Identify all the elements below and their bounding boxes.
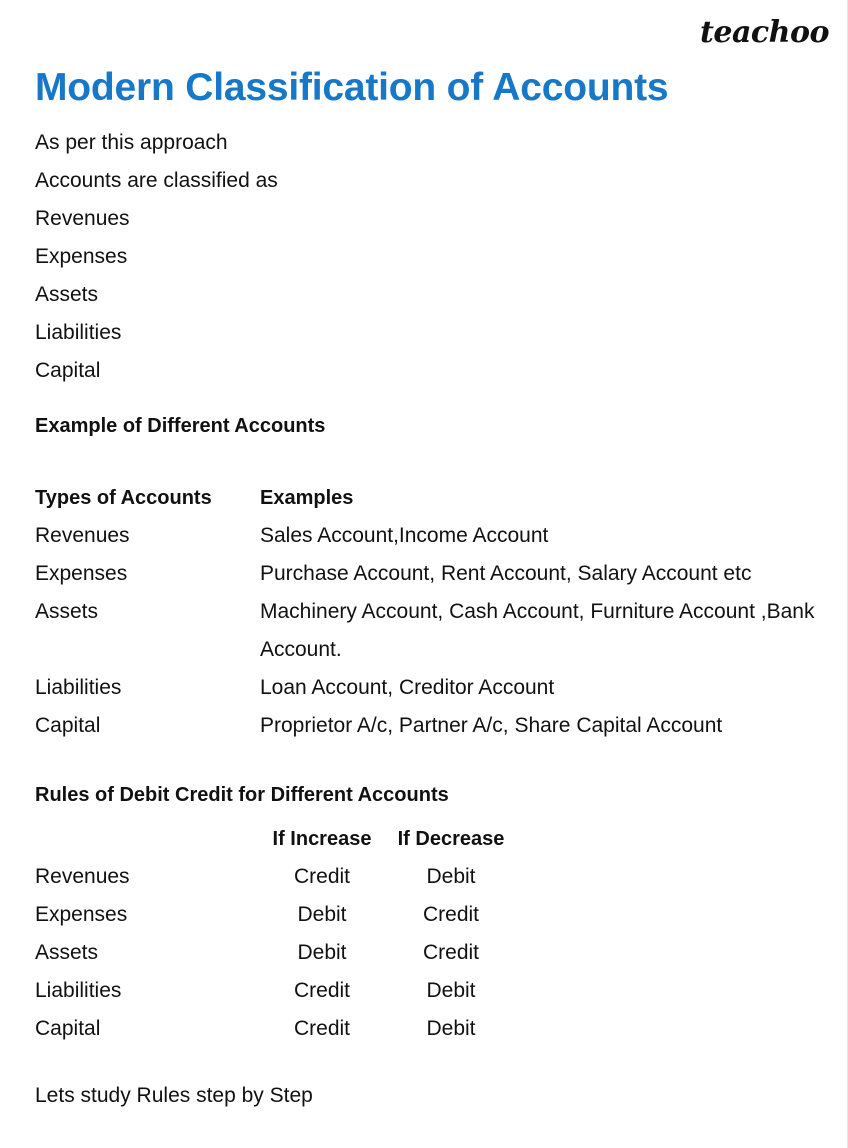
- table-row: [35, 555, 835, 593]
- intro-line: Expenses: [35, 245, 128, 268]
- cell-account-type: Capital: [35, 1017, 101, 1040]
- cell-if-decrease: Debit: [426, 865, 476, 888]
- table-row: [35, 934, 516, 972]
- column-header-blank: [35, 820, 258, 858]
- column-header-if-increase: If Increase: [272, 828, 372, 850]
- rules-table: [35, 820, 516, 1048]
- footer-note: Lets study Rules step by Step: [35, 1084, 313, 1107]
- cell-if-increase: Credit: [293, 979, 351, 1002]
- cell-account-examples: Sales Account,Income Account: [260, 524, 549, 547]
- cell-if-decrease: Credit: [422, 941, 480, 964]
- cell-account-examples: Loan Account, Creditor Account: [260, 676, 555, 699]
- column-header-examples: Examples: [260, 487, 354, 509]
- cell-account-type: Expenses: [35, 562, 128, 585]
- page-title: Modern Classification of Accounts: [35, 66, 669, 110]
- intro-list: [35, 124, 278, 390]
- table-row: [35, 896, 516, 934]
- cell-account-examples: Purchase Account, Rent Account, Salary Account etc: [260, 562, 752, 585]
- intro-line: Liabilities: [35, 321, 122, 344]
- table-row: [35, 972, 516, 1010]
- examples-table: [35, 479, 835, 745]
- cell-if-decrease: Debit: [426, 1017, 476, 1040]
- table-row: [35, 707, 835, 745]
- column-header-if-decrease: If Decrease: [397, 828, 505, 850]
- cell-if-decrease: Credit: [422, 903, 480, 926]
- cell-account-type: Assets: [35, 600, 99, 623]
- cell-account-type: Capital: [35, 714, 101, 737]
- cell-account-type: Assets: [35, 941, 99, 964]
- table-row: [35, 858, 516, 896]
- cell-if-increase: Credit: [293, 865, 351, 888]
- cell-if-decrease: Debit: [426, 979, 476, 1002]
- table-header-row: [35, 479, 835, 517]
- examples-section-heading: Example of Different Accounts: [35, 415, 326, 437]
- cell-if-increase: Debit: [297, 941, 347, 964]
- table-header-row: [35, 820, 516, 858]
- table-row: [35, 669, 835, 707]
- cell-account-type: Expenses: [35, 903, 128, 926]
- cell-account-examples: Machinery Account, Cash Account, Furniture Account ,Bank Account.: [260, 600, 815, 661]
- cell-account-examples: Proprietor A/c, Partner A/c, Share Capital Account: [260, 714, 723, 737]
- rules-section-heading: Rules of Debit Credit for Different Accounts: [35, 784, 449, 806]
- cell-account-type: Revenues: [35, 865, 130, 888]
- table-row: [35, 593, 835, 669]
- intro-line: Revenues: [35, 207, 130, 230]
- cell-account-type: Revenues: [35, 524, 130, 547]
- column-header-types: Types of Accounts: [35, 487, 212, 509]
- intro-line: Assets: [35, 283, 99, 306]
- table-row: [35, 1010, 516, 1048]
- teachoo-logo: teachoo: [700, 15, 829, 50]
- table-row: [35, 517, 835, 555]
- cell-account-type: Liabilities: [35, 979, 122, 1002]
- cell-account-type: Liabilities: [35, 676, 122, 699]
- intro-line: As per this approach: [35, 131, 228, 154]
- cell-if-increase: Debit: [297, 903, 347, 926]
- intro-line: Capital: [35, 359, 101, 382]
- intro-line: Accounts are classified as: [35, 169, 278, 192]
- cell-if-increase: Credit: [293, 1017, 351, 1040]
